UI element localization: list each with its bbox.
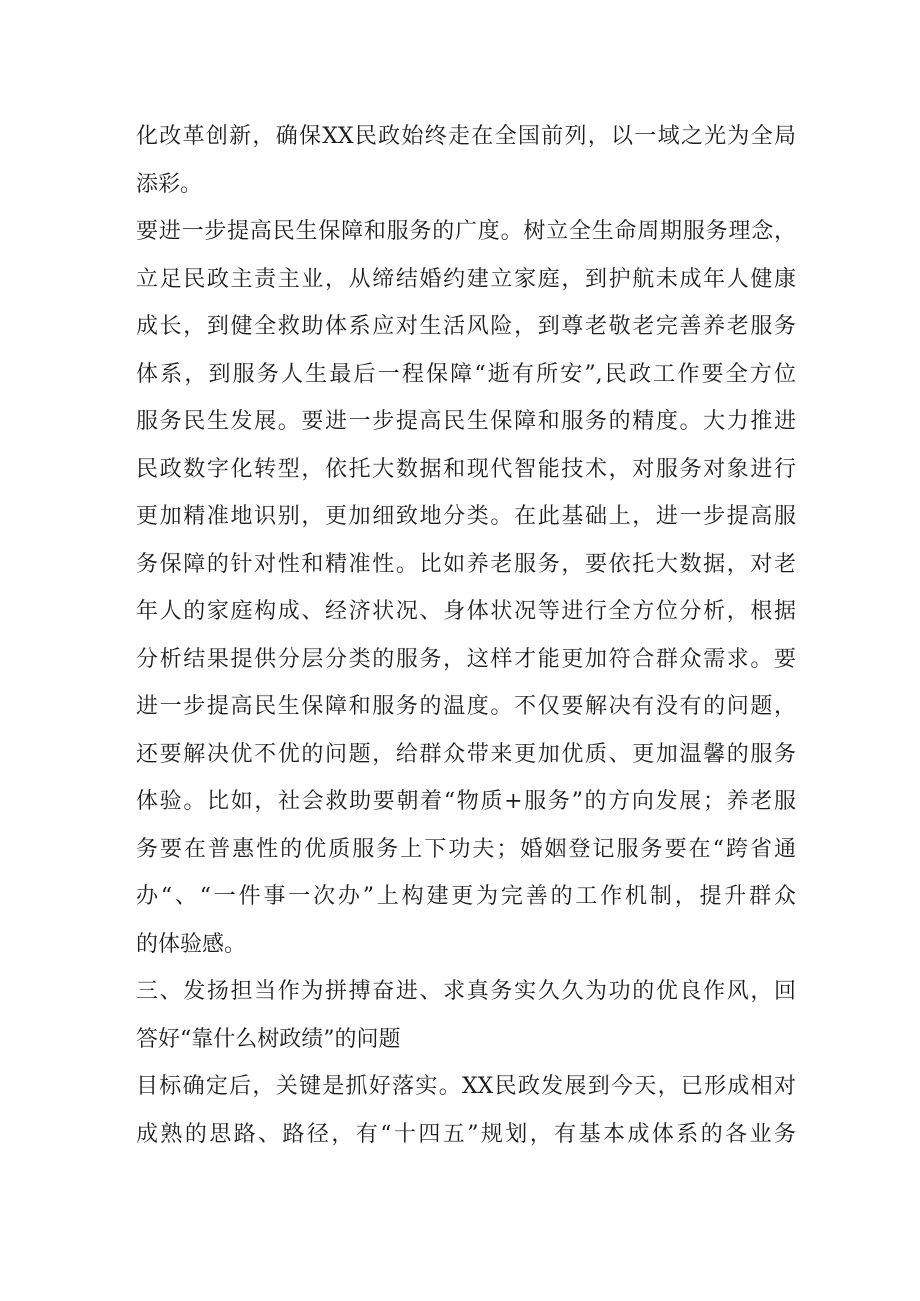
text-line: 分析结果提供分层分类的服务，这样才能更加符合群众需求。要: [136, 646, 796, 672]
text-line: 务保障的针对性和精准性。比如养老服务，要依托大数据，对老: [136, 551, 796, 577]
text-line: 添彩。: [136, 171, 203, 197]
text-line: 成长，到健全救助体系应对生活风险，到尊老敬老完善养老服务: [136, 314, 796, 339]
text-line: 目标确定后，关键是抓好落实。XX民政发展到今天，已形成相对: [136, 1074, 796, 1099]
text-line: 成熟的思路、路径，有“十四五”规划，有基本成体系的各业务: [136, 1121, 796, 1147]
text-line: 化改革创新，确保XX民政始终走在全国前列，以一域之光为全局: [136, 124, 796, 149]
document-body: [136, 113, 796, 1158]
text-line: 三、发扬担当作为拼搏奋进、求真务实久久为功的优良作风，回: [136, 979, 796, 1004]
text-line: 办“、“一件事一次办”上构建更为完善的工作机制，提升群众: [136, 884, 796, 909]
text-line: 还要解决优不优的问题，给群众带来更加优质、更加温馨的服务: [136, 741, 796, 767]
text-line: 体系，到服务人生最后一程保障“逝有所安”,民政工作要全方位: [136, 361, 796, 387]
text-line: 答好“靠什么树政绩”的问题: [136, 1026, 401, 1052]
text-line: 务要在普惠性的优质服务上下功夫；婚姻登记服务要在“跨省通: [136, 836, 796, 862]
text-line: 更加精准地识别，更加细致地分类。在此基础上，进一步提高服: [136, 504, 796, 529]
text-line: 要进一步提高民生保障和服务的广度。树立全生命周期服务理念，: [136, 219, 796, 244]
text-line: 民政数字化转型，依托大数据和现代智能技术，对服务对象进行: [136, 456, 796, 482]
text-line: 进一步提高民生保障和服务的温度。不仅要解决有没有的问题，: [136, 694, 796, 719]
text-line: 的体验感。: [136, 931, 247, 957]
text-line: 年人的家庭构成、经济状况、身体状况等进行全方位分析，根据: [136, 599, 796, 624]
text-line: 体验。比如，社会救助要朝着“物质+服务”的方向发展；养老服: [136, 789, 796, 814]
text-line: 服务民生发展。要进一步提高民生保障和服务的精度。大力推进: [136, 409, 796, 434]
text-line: 立足民政主责主业，从缔结婚约建立家庭，到护航未成年人健康: [136, 266, 796, 292]
